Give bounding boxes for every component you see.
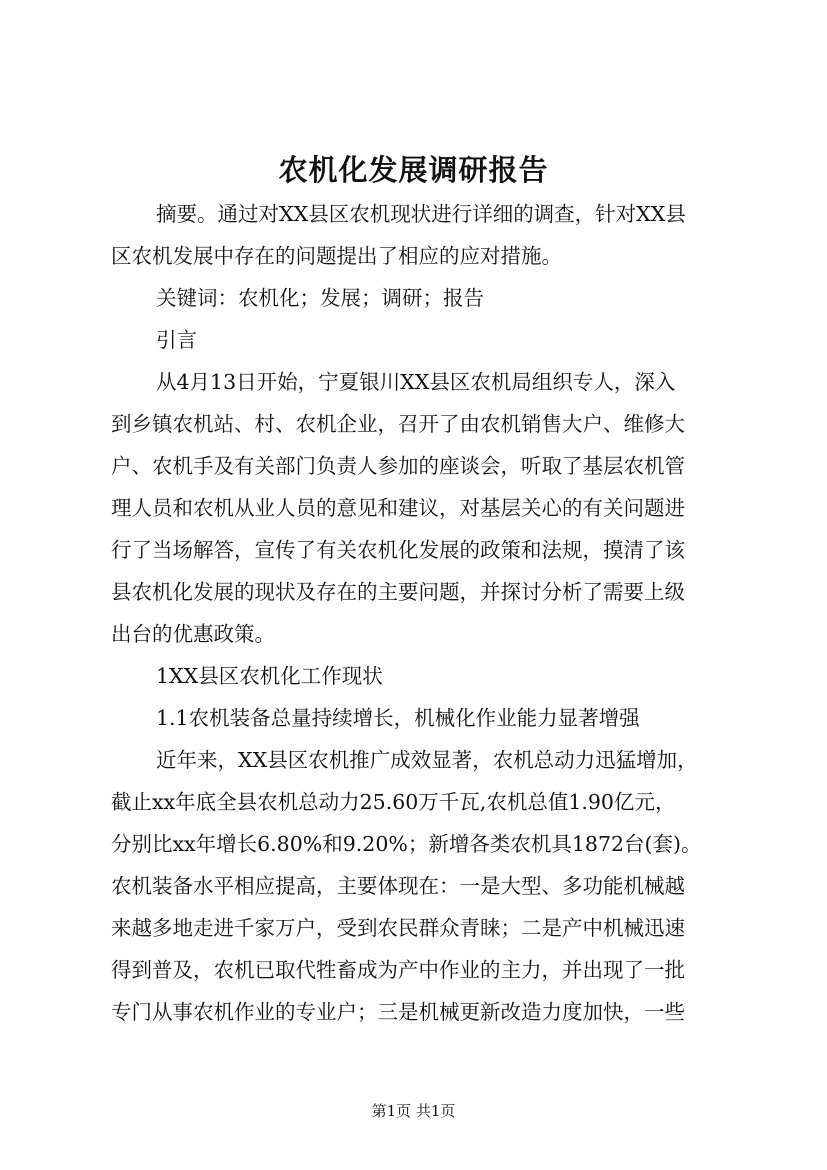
subsection-heading-1-1: 1.1农机装备总量持续增长，机械化作业能力显著增强 — [156, 706, 640, 730]
body-line-6: 得到普及，农机已取代牲畜成为产中作业的主力，并出现了一批 — [111, 958, 685, 982]
body-line-2: 截止xx年底全县农机总动力25.60万千瓦,农机总值1.90亿元， — [111, 790, 676, 814]
intro-line-7: 出台的优惠政策。 — [111, 622, 275, 646]
body-line-7: 专门从事农机作业的专业户；三是机械更新改造力度加快，一些 — [111, 1000, 685, 1024]
intro-line-1: 从4月13日开始，宁夏银川XX县区农机局组织专人，深入 — [156, 370, 676, 394]
page-number-footer: 第1页 共1页 — [371, 1102, 456, 1120]
abstract-line-2: 区农机发展中存在的问题提出了相应的应对措施。 — [111, 244, 562, 268]
intro-heading: 引言 — [156, 328, 197, 352]
body-line-1: 近年来，XX县区农机推广成效显著，农机总动力迅猛增加， — [156, 748, 698, 772]
body-line-5: 来越多地走进千家万户，受到农民群众青睐；二是产中机械迅速 — [111, 916, 685, 940]
intro-line-4: 理人员和农机从业人员的意见和建议，对基层关心的有关问题进 — [111, 496, 685, 520]
intro-line-5: 行了当场解答，宣传了有关农机化发展的政策和法规，摸清了该 — [111, 538, 685, 562]
body-line-3: 分别比xx年增长6.80%和9.20%；新增各类农机具1872台(套)。 — [111, 832, 702, 856]
document-title: 农机化发展调研报告 — [278, 153, 549, 187]
abstract-line-1: 摘要。通过对XX县区农机现状进行详细的调查，针对XX县 — [156, 202, 686, 226]
intro-line-6: 县农机化发展的现状及存在的主要问题，并探讨分析了需要上级 — [111, 580, 685, 604]
section-heading-1: 1XX县区农机化工作现状 — [156, 664, 383, 688]
keywords-line: 关键词：农机化；发展；调研；报告 — [156, 286, 484, 310]
intro-line-2: 到乡镇农机站、村、农机企业，召开了由农机销售大户、维修大 — [111, 412, 685, 436]
intro-line-3: 户、农机手及有关部门负责人参加的座谈会，听取了基层农机管 — [111, 454, 685, 478]
body-line-4: 农机装备水平相应提高，主要体现在：一是大型、多功能机械越 — [111, 874, 685, 898]
